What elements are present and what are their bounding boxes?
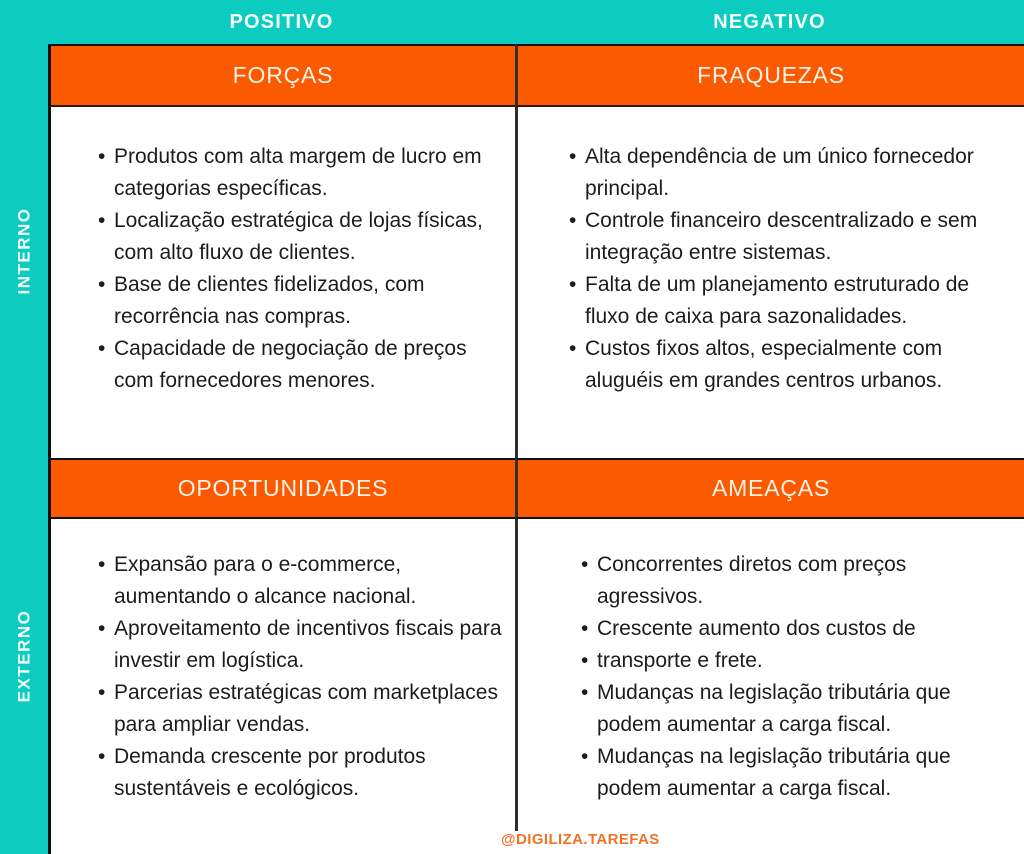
axis-label-interno xyxy=(0,44,48,458)
quadrant-header-oportunidades xyxy=(48,458,515,519)
quadrant-header-ameacas xyxy=(515,458,1024,519)
quadrant-header-forcas-text: FORÇAS xyxy=(232,62,334,88)
axis-label-externo xyxy=(0,458,48,854)
axis-label-externo-text: EXTERNO xyxy=(14,609,33,703)
quadrant-body-forcas xyxy=(48,107,515,458)
ameacas-bullet-list xyxy=(518,519,1024,805)
bullet-item: • Base de clientes fidelizados, com recorrência nas compras. xyxy=(97,269,509,333)
quadrant-body-ameacas xyxy=(515,519,1024,818)
forcas-bullet-list xyxy=(51,107,515,397)
quadrant-header-ameacas-text: AMEAÇAS xyxy=(711,475,831,501)
bullet-item: • Custos fixos altos, especialmente com aluguéis em grandes centros urbanos. xyxy=(568,333,1018,397)
axis-label-positivo xyxy=(48,0,515,44)
center-divider-stub xyxy=(515,818,518,831)
bullet-item: • Concorrentes diretos com preços agressivos. xyxy=(580,549,1018,613)
bullet-item: • Localização estratégica de lojas físicas, com alto fluxo de clientes. xyxy=(97,205,509,269)
bullet-item: • Aproveitamento de incentivos fiscais para investir em logística. xyxy=(97,613,509,677)
bullet-item: • Alta dependência de um único fornecedor principal. xyxy=(568,141,1018,205)
quadrant-header-forcas xyxy=(48,44,515,107)
bullet-item: • Capacidade de negociação de preços com fornecedores menores. xyxy=(97,333,509,397)
quadrant-header-fraquezas xyxy=(515,44,1024,107)
axis-label-negativo-text: NEGATIVO xyxy=(713,10,826,33)
axis-label-negativo xyxy=(515,0,1024,44)
quadrant-body-oportunidades xyxy=(48,519,515,818)
fraquezas-bullet-list xyxy=(518,107,1024,397)
bullet-item: • Produtos com alta margem de lucro em categorias específicas. xyxy=(97,141,509,205)
top-left-corner-spacer xyxy=(0,0,48,44)
bullet-item: • Mudanças na legislação tributária que podem aumentar a carga fiscal. xyxy=(580,677,1018,741)
bullet-item: • Parcerias estratégicas com marketplaces para ampliar vendas. xyxy=(97,677,509,741)
quadrant-header-oportunidades-text: OPORTUNIDADES xyxy=(177,475,389,501)
bullet-item: • Demanda crescente por produtos sustentáveis e ecológicos. xyxy=(97,741,509,805)
bullet-item: • transporte e frete. xyxy=(580,645,1018,677)
credit-handle: @DIGILIZA.TAREFAS xyxy=(501,831,660,848)
footer-strip xyxy=(48,818,1024,854)
bullet-item: • Mudanças na legislação tributária que podem aumentar a carga fiscal. xyxy=(580,741,1018,805)
oportunidades-bullet-list xyxy=(51,519,515,805)
quadrant-header-fraquezas-text: FRAQUEZAS xyxy=(697,62,845,88)
bullet-item: • Falta de um planejamento estruturado de fluxo de caixa para sazonalidades. xyxy=(568,269,1018,333)
bullet-item: • Crescente aumento dos custos de xyxy=(580,613,1018,645)
axis-label-interno-text: INTERNO xyxy=(14,207,33,295)
axis-label-positivo-text: POSITIVO xyxy=(229,10,334,33)
bullet-item: • Expansão para o e-commerce, aumentando o alcance nacional. xyxy=(97,549,509,613)
bullet-item: • Controle financeiro descentralizado e sem integração entre sistemas. xyxy=(568,205,1018,269)
quadrant-body-fraquezas xyxy=(515,107,1024,458)
